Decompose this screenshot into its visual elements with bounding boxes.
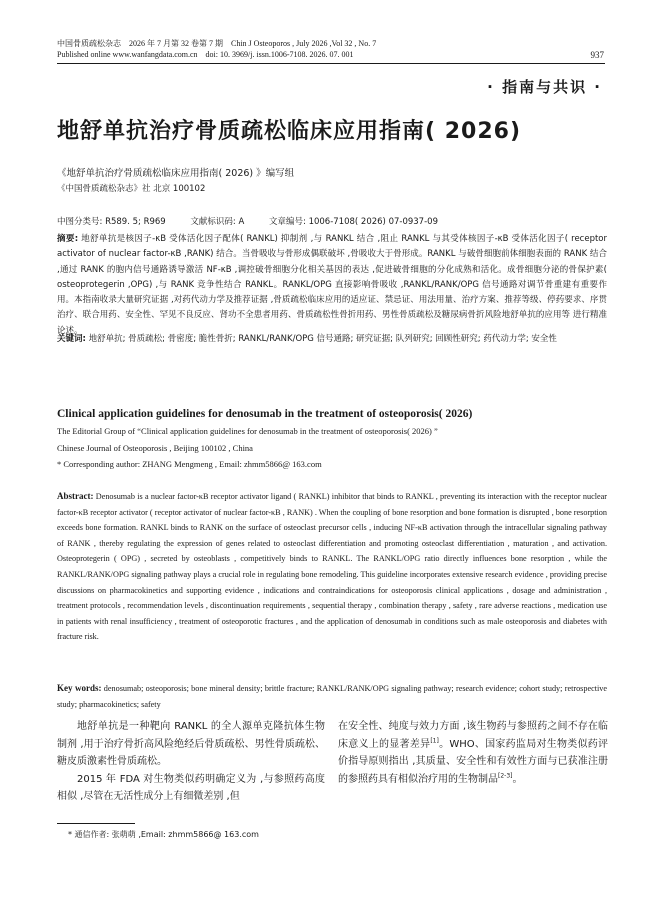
english-abstract-label: Abstract: <box>57 491 94 501</box>
body-paragraph: 地舒单抗是一种靶向 RANKL 的全人源单克隆抗体生物制剂 ,用于治疗骨折高风险绝经后骨质疏松、男性骨质疏松、糖皮质激素性骨质疏松。 <box>57 721 325 768</box>
column-title: · 指南与共识 · <box>487 78 602 96</box>
chinese-abstract <box>57 232 607 339</box>
english-abstract <box>57 489 607 645</box>
document-code: 文献标识码: A <box>190 217 245 227</box>
page-number: 937 <box>590 50 604 60</box>
chinese-affiliation: 《中国骨质疏松杂志》社 北京 100102 <box>57 184 206 194</box>
chinese-title: 地舒单抗治疗骨质疏松临床应用指南( 2026) <box>57 119 522 144</box>
english-affiliation: Chinese Journal of Osteoporosis , Beijing 100102 , China <box>57 443 253 453</box>
classification-meta <box>57 216 460 229</box>
body-text: 。WHO、国家药监局对生物类似药评价指导原则指出 ,其质量、安全性和有效性方面与已获准注册的参照药具有相似治疗用的生物制品 <box>338 738 609 785</box>
chinese-keywords-text: 地舒单抗; 骨质疏松; 骨密度; 脆性骨折; RANKL/RANK/OPG 信号通路; 研究证据; 队列研究; 回顾性研究; 药代动力学; 安全性 <box>88 334 557 344</box>
english-editorial-group: The Editorial Group of “Clinical application guidelines for denosumab in the treatment of osteoporosis( 2026) ” <box>57 426 438 436</box>
english-abstract-text: Denosumab is a nuclear factor-κB receptor activator ligand ( RANKL) inhibitor that binds to RANKL , preventing its interaction with the receptor nuclear factor-κB receptor activator ( receptor activator of nuclear factor-κB , RANK) . When the coupling of bone resorption and bone formation is disrupted , bone resorption exceeds bone formation. RANKL binds to RANK on the surface of osteoclast precursor cells , inducing NF-κB activation through the intracellular signaling pathway of RANK , thereby regulating the expression of genes related to osteoclast differentiation and promoting osteoclast differentiation , maturation , and activation. Osteoprotegerin ( OPG) , secreted by osteoblasts , competitively binds to RANKL. The RANKL/OPG ratio directly influences bone resorption , while the RANKL/RANK/OPG signaling pathway plays a crucial role in regulating bone remodeling. This guideline incorporates extensive research evidence , providing precise discussions on pharmacokinetics and supporting evidence , indications and contraindications for osteoporosis clinical applications , dosage and administration , treatment protocols , recommendation levels , discontinuation requirements , sequential therapy , combination therapy , safety , rare adverse reactions , medication use in patients with renal insufficiency , treatment of osteoporotic fractures , and the application of denosumab in conditions such as male osteoporosis and diabetes with fracture risk. <box>57 492 607 642</box>
running-head-doi: Published online www.wanfangdata.com.cn doi: 10. 3969/j. issn.1006-7108. 2026. 07. 001 <box>57 50 354 59</box>
footnote-corresponding-author: * 通信作者: 张萌萌 ,Email: zhmm5866@ 163.com <box>68 830 259 839</box>
chinese-keywords-label: 关键词: <box>57 334 86 344</box>
english-corresponding-author: * Corresponding author: ZHANG Mengmeng , Email: zhmm5866@ 163.com <box>57 459 322 469</box>
reference-citation[interactable]: [2-3] <box>498 772 513 780</box>
english-keywords-text: denosumab; osteoporosis; bone mineral density; brittle fracture; RANKL/RANK/OPG signaling pathway; research evidence; cohort study; retrospective study; pharmacokinetics; safety <box>57 684 607 709</box>
chinese-authors: 《地舒单抗治疗骨质疏松临床应用指南( 2026) 》编写组 <box>57 168 295 179</box>
english-title: Clinical application guidelines for denosumab in the treatment of osteoporosis( 2026) <box>57 408 473 420</box>
body-text: 。 <box>512 773 523 785</box>
body-column-right <box>338 718 608 788</box>
chinese-abstract-label: 摘要: <box>57 234 79 244</box>
english-keywords-label: Key words: <box>57 683 102 693</box>
footnote-rule <box>57 823 135 824</box>
running-head <box>57 38 376 60</box>
body-paragraph-continued <box>338 718 608 788</box>
clc-number: 中图分类号: R589. 5; R969 <box>57 217 166 227</box>
reference-citation[interactable]: [1] <box>430 737 439 745</box>
header-rule <box>57 63 605 64</box>
english-keywords <box>57 681 607 712</box>
body-text: 在安全性、纯度与效力方面 ,该生物药与参照药之间不存在临床意义上的显著差异 <box>338 721 608 750</box>
running-head-journal: 中国骨质疏松杂志 2026 年 7 月第 32 卷第 7 期 Chin J Osteoporos , July 2026 ,Vol 32 , No. 7 <box>57 39 377 48</box>
article-number: 文章编号: 1006-7108( 2026) 07-0937-09 <box>269 217 438 227</box>
chinese-keywords <box>57 332 607 347</box>
chinese-abstract-text: 地舒单抗是核因子-κB 受体活化因子配体( RANKL) 抑制剂 ,与 RANKL 结合 ,阻止 RANKL 与其受体核因子-κB 受体活化因子( receptor activator of nuclear factor-κB ,RANK) 结合。当骨吸收与骨形成偶联破坏 ,骨吸收大于骨形成。RANKL 与破骨细胞前体细胞表面的 RANK 结合 ,通过 RANK 的胞内信号通路诱导激活 NF-κB ,调控破骨细胞分化相关基因的表达 ,促进破骨细胞的分化成熟和活化。成骨细胞分泌的骨保护素( osteoprotegerin ,OPG) ,与 RANK 竞争性结合 RANKL。RANKL/OPG 直接影响骨吸收 ,RANKL/RANK/OPG 信号通路对调节骨重建有重要作用。本指南收录大量研究证据 ,对药代动力学及推荐证据 ,骨质疏松临床应用的适应证、禁忌证、用法用量、治疗方案、推荐等级、停药要求、序贯治疗、联合用药、安全性、罕见不良反应、肾功不全患者用药、骨质疏松性骨折用药、男性骨质疏松及糖尿病骨折风险地舒单抗的应用等 进行精准论述。 <box>57 234 608 336</box>
body-column-left <box>57 718 325 806</box>
body-paragraph: 2015 年 FDA 对生物类似药明确定义为 ,与参照药高度相似 ,尽管在无活性成分上有细微差别 ,但 <box>57 773 325 803</box>
